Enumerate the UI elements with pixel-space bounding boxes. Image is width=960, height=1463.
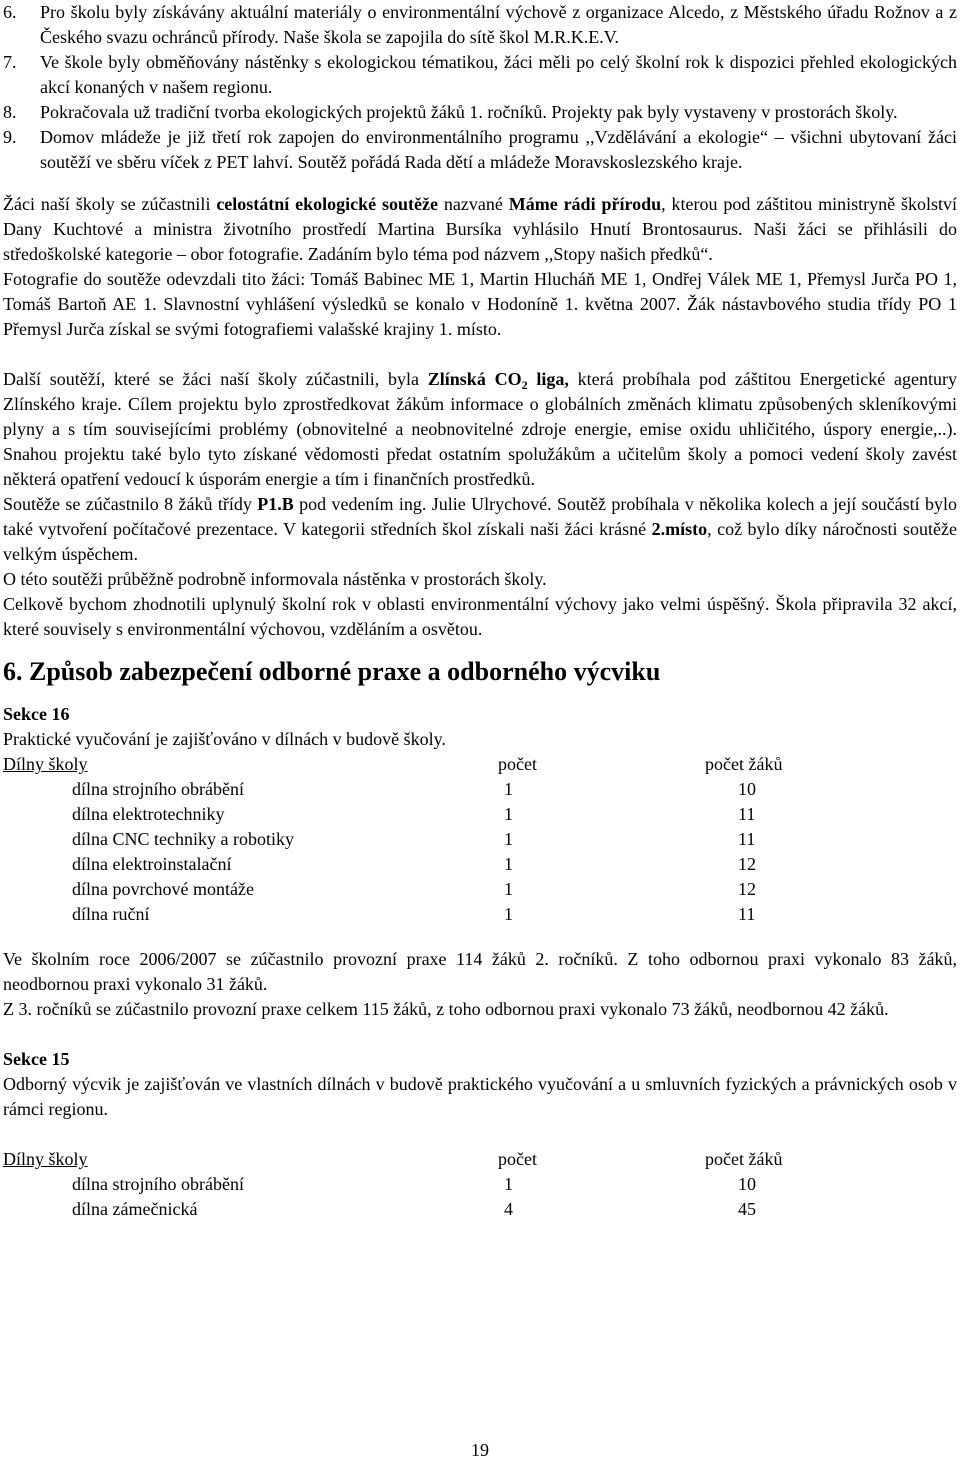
table-row <box>3 827 957 852</box>
sekce-16-text-2: Z 3. ročníků se zúčastnilo provozní praxe celkem 115 žáků, z toho odbornou praxi vykonalo 73 žáků, neodbornou 42 žáků. <box>3 999 889 1019</box>
table-cell: dílna zámečnická <box>72 1199 198 1219</box>
document-page <box>3 0 957 1222</box>
table-row <box>3 852 957 877</box>
table-cell: 1 <box>504 779 513 799</box>
column-header: počet <box>498 754 537 774</box>
paragraph-photo-results: Fotografie do soutěže odevzdali tito žáci: Tomáš Babinec ME 1, Martin Hlucháň ME 1, Ondřej Válek ME 1, Přemysl Jurča PO 1, Tomáš Bartoň AE 1. Slavnostní vyhlášení výsledků se konalo v Hodoníně 1. května 2007. Žák nástavbového studia třídy PO 1 Přemysl Jurča získal se svými fotografiemi valašské krajiny 1. místo. <box>3 269 957 339</box>
table-cell: 10 <box>738 1174 756 1194</box>
paragraph-ecology-contest <box>3 192 957 267</box>
table-header-row <box>3 1147 957 1172</box>
column-header: počet <box>498 1149 537 1169</box>
list-text: Pokračovala už tradiční tvorba ekologických projektů žáků 1. ročníků. Projekty pak byly vystaveny v prostorách školy. <box>40 102 898 122</box>
table-cell: 4 <box>504 1199 513 1219</box>
list-text: Domov mládeže je již třetí rok zapojen do environmentálního programu ,,Vzdělávání a ekologie“ – všichni ubytovaní žáci soutěží ve sběru víček z PET lahví. Soutěž pořádá Rada dětí a mládeže Moravskoslezského kraje. <box>40 127 957 172</box>
text-run: Soutěže se zúčastnilo 8 žáků třídy <box>3 494 258 514</box>
sekce-15-intro: Odborný výcvik je zajišťován ve vlastních dílnách v budově praktického vyučování a u smluvních fyzických a právnických osob v rámci regionu. <box>3 1074 957 1119</box>
paragraph-noticeboard: O této soutěži průběžně podrobně informovala nástěnka v prostorách školy. <box>3 569 547 589</box>
bold-run: 2.místo <box>651 519 708 539</box>
column-header: Dílny školy <box>3 754 88 774</box>
paragraph-summary: Celkově bychom zhodnotili uplynulý školní rok v oblasti environmentální výchovy jako velmi úspěšný. Škola připravila 32 akcí, které souvisely s environmentální výchovou, vzděláním a osvětou. <box>3 594 957 639</box>
list-number: 8. <box>3 102 17 122</box>
text-run: která probíhala pod záštitou Energetické agentury Zlínského kraje. Cílem projektu bylo zprostředkovat žákům informace o globálních změnách klimatu způsobených skleníkovými plyny a s tím souvisejícími problémy (obnovitelné a neobnovitelné zdroje energie, emise oxidu uhličitého, úspory energie,..). Snahou projektu také bylo tyto získané vědomosti předat ostatním spolužákům a učitelům školy a pomoci vedení školy zavést některá opatření vedoucí k úsporám energie a tím i finančních prostředků. <box>3 369 957 489</box>
text-run: , což bylo díky náročnosti soutěže velkým úspěchem. <box>3 519 958 564</box>
section-heading: 6. Způsob zabezpečení odborné praxe a odborného výcviku <box>3 657 661 686</box>
column-header: počet žáků <box>705 1149 783 1169</box>
table-cell: 11 <box>738 829 756 849</box>
table-cell: dílna elektrotechniky <box>72 804 225 824</box>
table-cell: 11 <box>738 804 756 824</box>
table-row <box>3 902 957 927</box>
table-cell: dílna strojního obrábění <box>72 779 244 799</box>
text-run: nazvané <box>438 194 509 214</box>
table-cell: dílna strojního obrábění <box>72 1174 244 1194</box>
table-cell: dílna CNC techniky a robotiky <box>72 829 294 849</box>
text-run: Žáci naší školy se zúčastnili <box>3 194 217 214</box>
list-number: 9. <box>3 127 17 147</box>
bold-run: Zlínská CO <box>427 369 522 389</box>
numbered-list <box>3 0 957 175</box>
table-row <box>3 1197 957 1222</box>
list-item <box>3 50 957 100</box>
table-cell: 1 <box>504 854 513 874</box>
table-cell: 12 <box>738 854 756 874</box>
table-cell: dílna povrchové montáže <box>72 879 254 899</box>
list-number: 6. <box>3 2 17 22</box>
table-row <box>3 777 957 802</box>
subscript: 2 <box>521 378 528 392</box>
table-row <box>3 802 957 827</box>
table-cell: 45 <box>738 1199 756 1219</box>
workshop-table-16 <box>3 752 957 927</box>
text-run: pod vedením ing. Julie Ulrychové. Soutěž probíhala v několika kolech a její součástí bylo také vytvoření počítačové prezentace. V kategorii středních škol získali naši žáci krásné <box>3 494 957 539</box>
bold-run: liga, <box>527 369 569 389</box>
table-row <box>3 1172 957 1197</box>
sekce-15-title: Sekce 15 <box>3 1049 70 1069</box>
list-item <box>3 100 957 125</box>
table-cell: 1 <box>504 1174 513 1194</box>
table-cell: dílna ruční <box>72 904 150 924</box>
table-cell: 1 <box>504 879 513 899</box>
sekce-16-text-1: Ve školním roce 2006/2007 se zúčastnilo provozní praxe 114 žáků 2. ročníků. Z toho odbornou praxi vykonalo 83 žáků, neodbornou praxi vykonalo 31 žáků. <box>3 949 957 994</box>
text-run: , kterou pod záštitou ministryně školství Dany Kuchtové a ministra životního prostředí Martina Bursíka vyhlásilo Hnutí Brontosaurus. Naši žáci se přihlásili do středoškolské kategorie – obor fotografie. Zadáním bylo téma pod názvem ,,Stopy našich předků“. <box>3 194 957 264</box>
bold-run: P1.B <box>257 494 294 514</box>
table-cell: 10 <box>738 779 756 799</box>
column-header: Dílny školy <box>3 1149 88 1169</box>
table-cell: 1 <box>504 829 513 849</box>
table-header-row <box>3 752 957 777</box>
paragraph-co2-league <box>3 367 957 492</box>
table-cell: 11 <box>738 904 756 924</box>
list-number: 7. <box>3 52 17 72</box>
table-cell: 1 <box>504 804 513 824</box>
column-header: počet žáků <box>705 754 783 774</box>
list-item <box>3 0 957 50</box>
paragraph-co2-result <box>3 492 957 567</box>
list-text: Pro školu byly získávány aktuální materiály o environmentální výchově z organizace Alcedo, z Městského úřadu Rožnov a z Českého svazu ochránců přírody. Naše škola se zapojila do sítě škol M.R.K.E.V. <box>40 2 957 47</box>
list-item <box>3 125 957 175</box>
list-text: Ve škole byly obměňovány nástěnky s ekologickou tématikou, žáci měli po celý školní rok k dispozici přehled ekologických akcí konaných v našem regionu. <box>40 52 957 97</box>
page-number: 19 <box>471 1440 489 1460</box>
sekce-16-intro: Praktické vyučování je zajišťováno v dílnách v budově školy. <box>3 729 446 749</box>
bold-run: Máme rádi přírodu <box>508 194 662 214</box>
table-cell: dílna elektroinstalační <box>72 854 232 874</box>
table-cell: 1 <box>504 904 513 924</box>
table-row <box>3 877 957 902</box>
text-run: Další soutěží, které se žáci naší školy zúčastnili, byla <box>3 369 428 389</box>
table-cell: 12 <box>738 879 756 899</box>
bold-run: celostátní ekologické soutěže <box>216 194 439 214</box>
workshop-table-15 <box>3 1147 957 1222</box>
sekce-16-title: Sekce 16 <box>3 704 70 724</box>
